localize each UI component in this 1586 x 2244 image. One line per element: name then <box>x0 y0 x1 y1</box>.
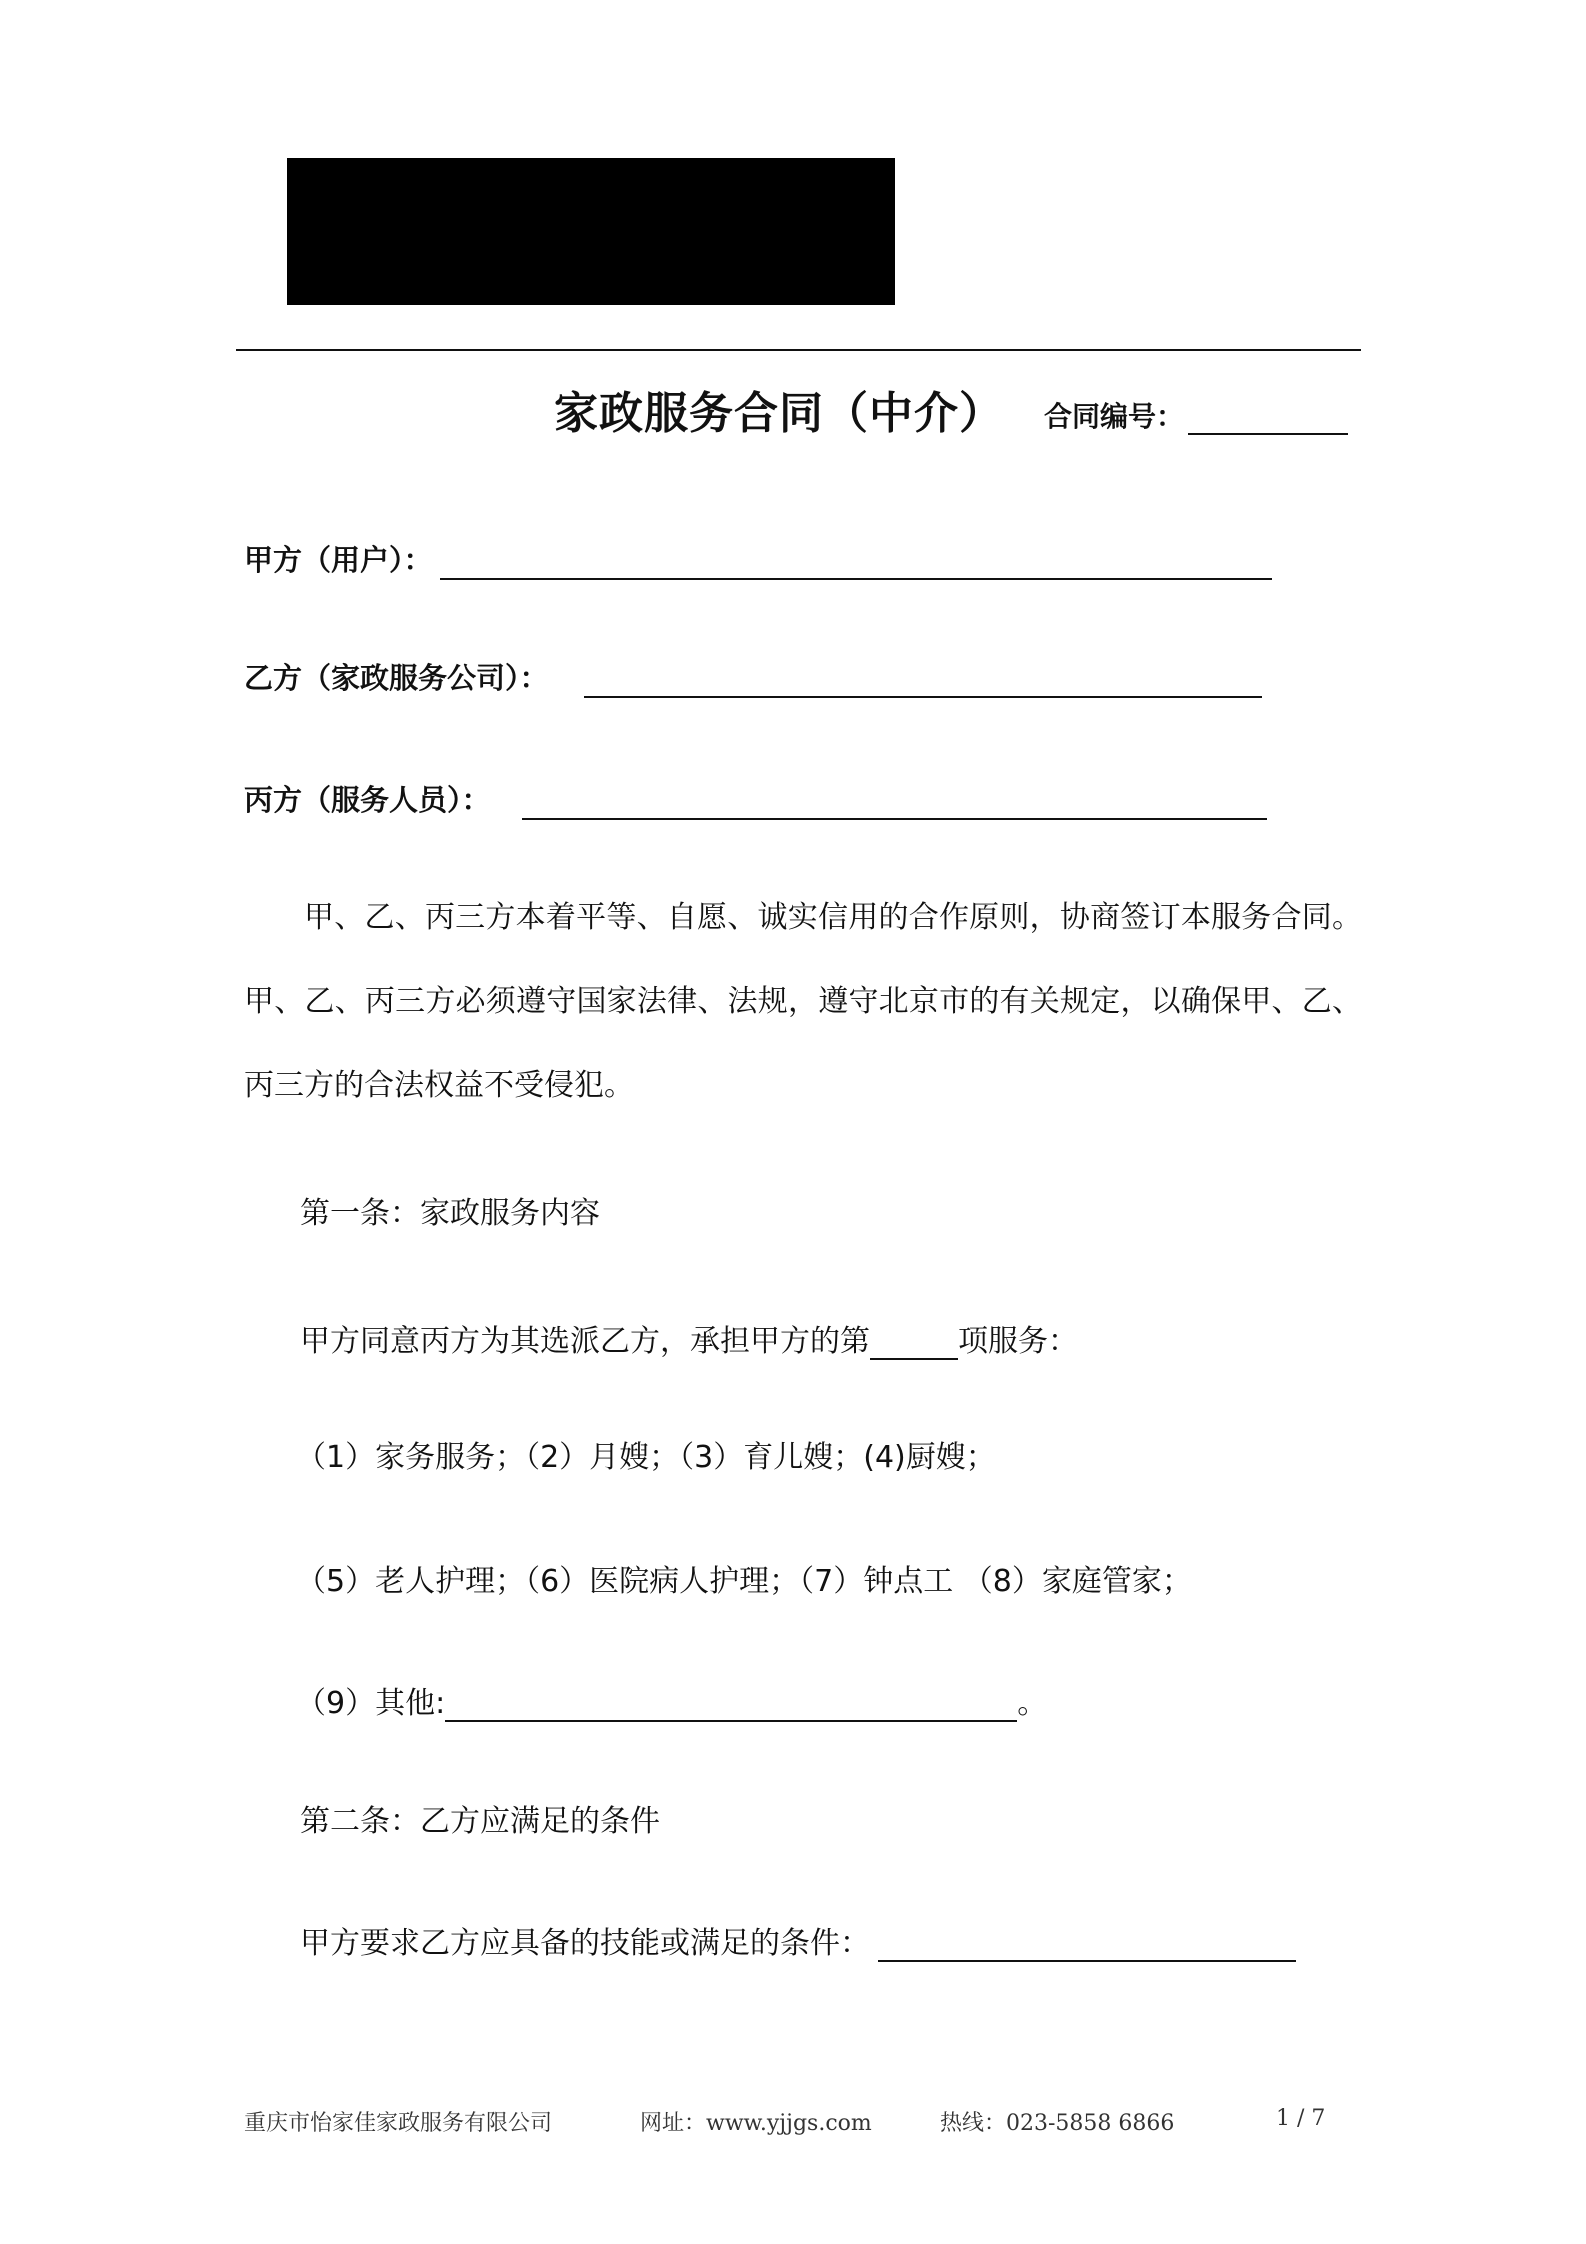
requirement-label: 甲方要求乙方应具备的技能或满足的条件： <box>300 1926 870 1961</box>
party-a-label: 甲方（用户）： <box>244 543 433 577</box>
footer-hotline: 热线：023-5858 6866 <box>940 2111 1175 2136</box>
requirement-line <box>300 1918 1296 1962</box>
party-b-label: 乙方（家政服务公司）： <box>244 661 549 695</box>
service-selection-prefix: 甲方同意丙方为其选派乙方，承担甲方的第 <box>300 1324 870 1359</box>
service-other-label: （9）其他: <box>296 1686 446 1721</box>
service-number-field[interactable] <box>870 1326 958 1360</box>
redacted-logo-block <box>287 158 895 305</box>
requirement-field[interactable] <box>878 1928 1296 1962</box>
service-selection-line <box>300 1316 1078 1360</box>
intro-paragraph: 甲、乙、丙三方本着平等、自愿、诚实信用的合作原则，协商签订本服务合同。甲、乙、丙三方必须遵守国家法律、法规，遵守北京市的有关规定，以确保甲、乙、丙三方的合法权益不受侵犯。 <box>244 900 1362 1103</box>
party-c-field[interactable] <box>522 818 1267 820</box>
contract-number-label: 合同编号： <box>1044 400 1185 433</box>
service-selection-suffix: 项服务： <box>958 1324 1078 1359</box>
header-divider <box>236 349 1361 351</box>
service-options-line-2: （5）老人护理；（6）医院病人护理；（7）钟点工 （8）家庭管家； <box>296 1564 1192 1599</box>
party-b-field[interactable] <box>584 696 1262 698</box>
service-options-line-1: （1）家务服务；（2）月嫂；（3）育儿嫂；(4)厨嫂； <box>296 1440 996 1475</box>
footer-company: 重庆市怡家佳家政服务有限公司 <box>244 2111 553 2136</box>
footer-page-number: 1 / 7 <box>1276 2106 1326 2131</box>
service-other-line <box>296 1678 1047 1722</box>
article1-heading <box>300 1188 600 1232</box>
article2-heading-text: 第二条：乙方应满足的条件 <box>300 1804 660 1839</box>
article2-heading <box>300 1796 660 1840</box>
contract-number <box>1044 395 1348 435</box>
document-title: 家政服务合同（中介） <box>554 388 1004 439</box>
party-c-label: 丙方（服务人员）： <box>244 783 491 817</box>
contract-number-field[interactable] <box>1188 403 1348 435</box>
service-other-end: 。 <box>1017 1686 1048 1721</box>
article1-heading-text: 第一条：家政服务内容 <box>300 1196 600 1231</box>
party-a-field[interactable] <box>440 578 1272 580</box>
footer-website: 网址：www.yjjgs.com <box>640 2111 872 2136</box>
service-other-field[interactable] <box>445 1688 1017 1722</box>
